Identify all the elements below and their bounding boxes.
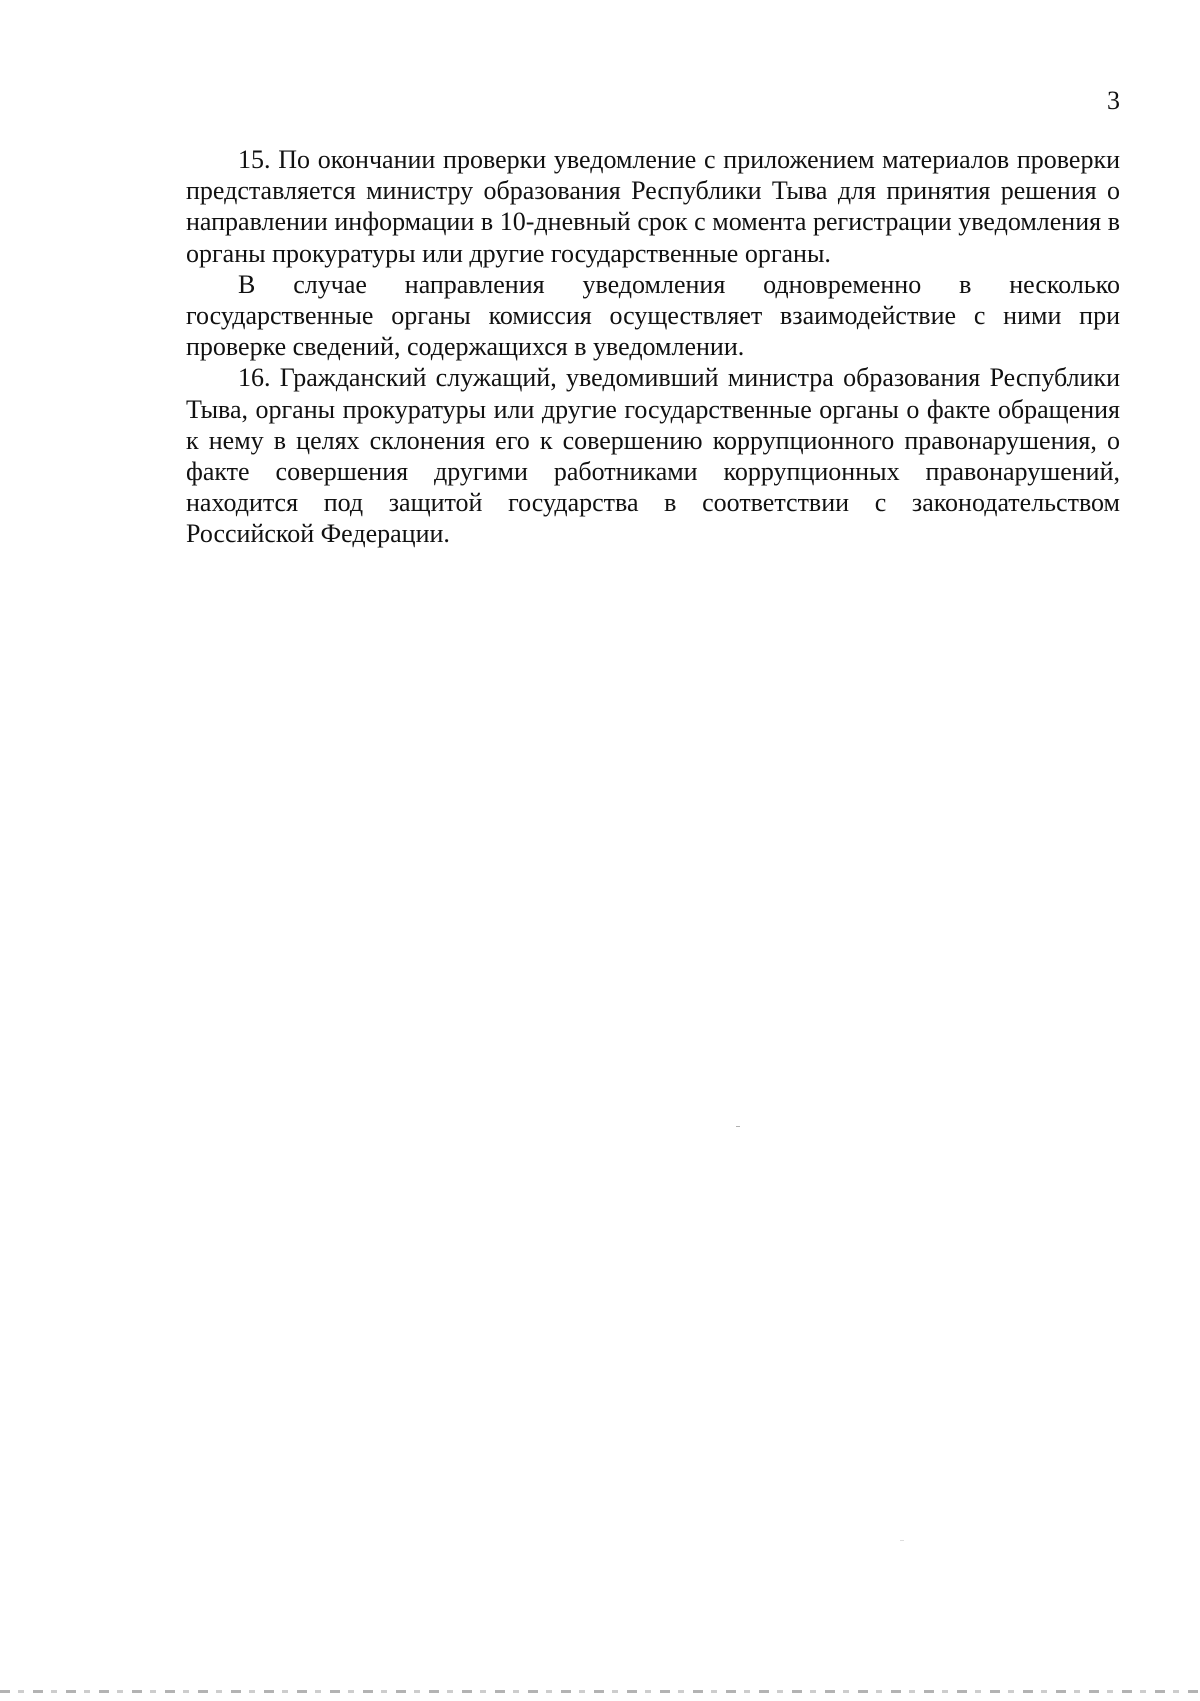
scan-speck bbox=[900, 1540, 904, 1541]
page-number: 3 bbox=[1107, 86, 1120, 115]
scan-bottom-edge bbox=[0, 1690, 1200, 1693]
paragraph-15-continuation: В случае направления уведомления одновременно в несколько государственные органы комиссия осуществляет взаимодействие с ними при проверке сведений, содержащихся в уведомлении. bbox=[186, 269, 1120, 362]
paragraph-16: 16. Гражданский служащий, уведомивший министра образования Республики Тыва, органы прокуратуры или другие государственные органы о факте обращения к нему в целях склонения его к совершению коррупционного правонарушения, о факте совершения другими работниками коррупционных правонарушений, находится под защитой государства в соответствии с законодательством Российской Федерации. bbox=[186, 363, 1120, 549]
paragraph-15: 15. По окончании проверки уведомление с приложением материалов проверки представляется министру образования Республики Тыва для принятия решения о направлении информации в 10-дневный срок с момента регистрации уведомления в органы прокуратуры или другие государственные органы. bbox=[186, 145, 1120, 268]
scan-speck bbox=[736, 1126, 740, 1127]
document-body bbox=[186, 144, 1120, 550]
